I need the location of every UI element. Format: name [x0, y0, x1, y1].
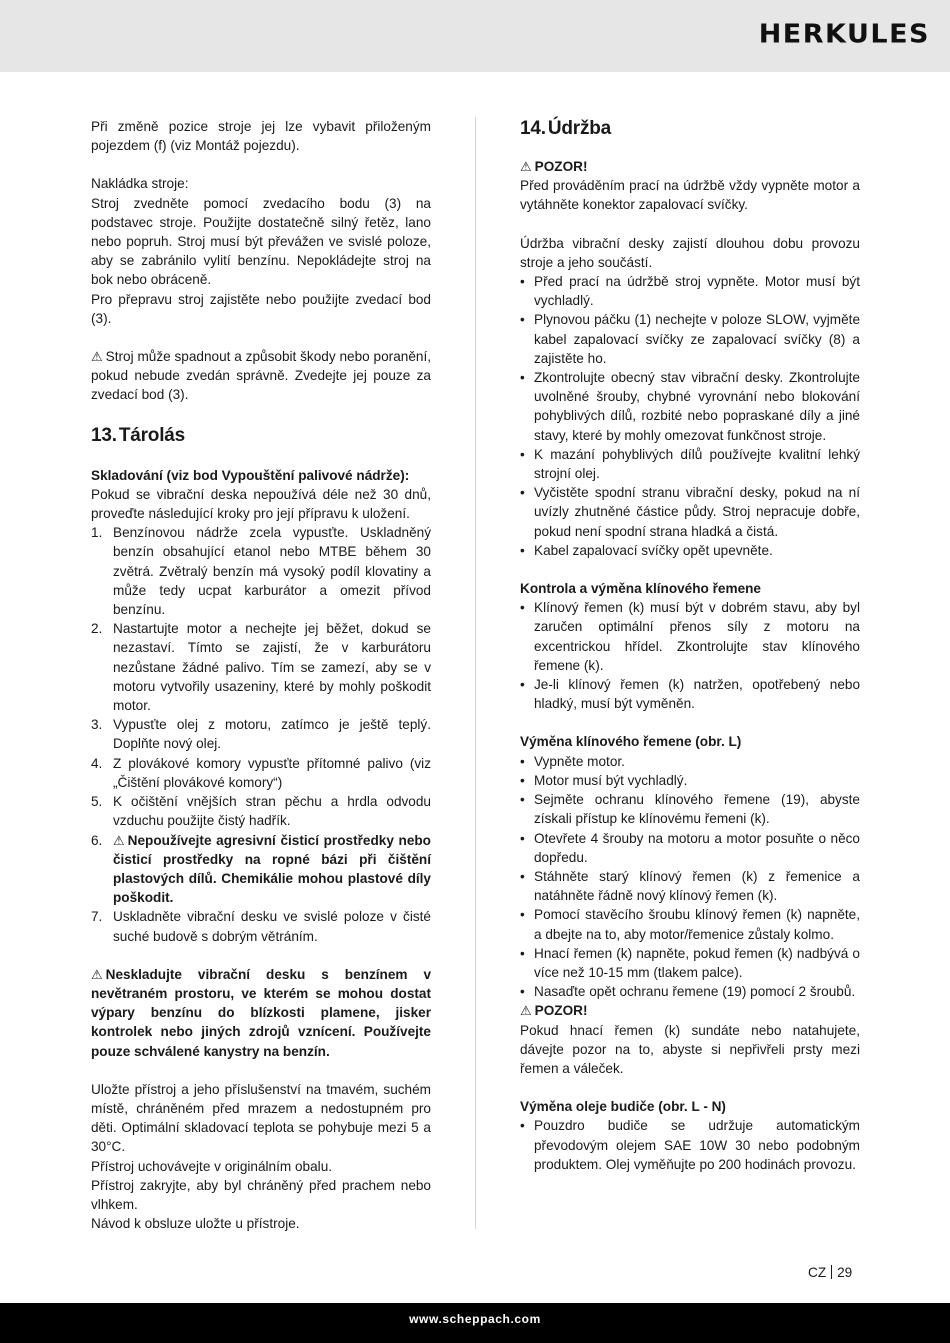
list-item: • Vypněte motor. [520, 752, 860, 771]
list-item: • Plynovou páčku (1) nechejte v poloze SLOW, vyjměte kabel zapalovací svíčky ze zapalovací svíčky (8) a zajistěte ho. [520, 310, 860, 368]
storage-heading: Skladování (viz bod Vypouštění palivové nádrže): [91, 467, 410, 483]
brand-logo: HERKULES [758, 19, 930, 50]
warning-paragraph: ⚠ Neskladujte vibrační desku s benzínem v nevětraném prostoru, ve kterém se mohou dostat výpary benzínu do blízkosti plamene, jisker kontrolek nebo jiných zdrojů vznícení. Používejte pouze schválené kanystry na benzín. [91, 966, 431, 1059]
storage-steps [91, 523, 431, 945]
warning-paragraph: ⚠ Stroj může spadnout a způsobit škody nebo poranění, pokud nebude zvedán správně. Zvedejte jej pouze za zvedací bod (3). [91, 349, 431, 403]
paragraph: Údržba vibrační desky zajistí dlouhou dobu provozu stroje a jeho součástí. [520, 235, 860, 270]
list-item: • Zkontrolujte obecný stav vibrační desky. Zkontrolujte uvolněné šrouby, chybné vyrovnání nebo blokování pohyblivých dílů, rozbité nebo popraskané díly a jiné stavy, které by mohly omezovat funkčnost stroje. [520, 368, 860, 445]
left-column [91, 117, 431, 1233]
list-item: • Pouzdro budiče se udržuje automatickým převodovým olejem SAE 10W 30 nebo podobným produktem. Olej vyměňujte po 200 hodinách provozu. [520, 1116, 860, 1174]
section-13-heading: 13. Tárolás [91, 424, 186, 446]
paragraph: Pokud hnací řemen (k) sundáte nebo natahujete, dávejte pozor na to, abyste si nepřivřeli prsty mezi řemen a váleček. [520, 1022, 860, 1076]
paragraph: Přístroj zakryjte, aby byl chráněný před prachem nebo vlhkem. [91, 1177, 431, 1212]
section-14-heading: 14. Údržba [520, 118, 612, 139]
paragraph: Stroj zvedněte pomocí zvedacího bodu (3) na podstavec stroje. Použijte dostatečně silný řetěz, lano nebo popruh. Stroj musí být převážen ve svislé poloze, aby se zabránilo vylití benzínu. Nepokládejte stroj na bok nebo obráceně. [91, 195, 431, 288]
belt-check-list [520, 598, 860, 713]
list-item: 6. ⚠ Nepoužívejte agresivní čisticí prostředky nebo čisticí prostředky na ropné bázi při čištění plastových dílů. Chemikálie mohou plastové díly poškodit. [91, 832, 431, 906]
warning-icon: ⚠ [520, 159, 532, 174]
list-item: • Otevřete 4 šrouby na motoru a motor posuňte o něco dopředu. [520, 829, 860, 867]
paragraph: Pokud se vibrační deska nepoužívá déle než 30 dnů, proveďte následující kroky pro její přípravu k uložení. [91, 486, 431, 522]
list-item: 5. K očištění vnějších stran pěchu a hrdla odvodu vzduchu použijte čistý hadřík. [91, 794, 431, 829]
caution-label: ⚠ POZOR! [520, 157, 860, 176]
list-item: • Kabel zapalovací svíčky opět upevněte. [520, 541, 860, 560]
paragraph: Při změně pozice stroje jej lze vybavit přiloženým pojezdem (f) (viz Montáž pojezdu). [91, 119, 431, 154]
list-item: • Pomocí stavěcího šroubu klínový řemen (k) napněte, a dbejte na to, aby motor/řemenice zůstaly kolmo. [520, 905, 860, 943]
footer-url: www.scheppach.com [409, 1312, 541, 1326]
maintenance-list [520, 272, 860, 560]
belt-replace-heading: Výměna klínového řemene (obr. L) [520, 734, 742, 750]
list-item: 1. Benzínovou nádrže zcela vypusťte. Uskladněný benzín obsahující etanol nebo MTBE během 30 zvětrá. Zvětralý benzín má vysoký podíl klovatiny a může tedy ucpat karburátor a omezit přívod benzínu. [91, 525, 431, 618]
list-item: • Motor musí být vychladlý. [520, 771, 860, 790]
caution-label: ⚠ POZOR! [520, 1001, 860, 1020]
list-item: • K mazání pohyblivých dílů používejte kvalitní lehký strojní olej. [520, 445, 860, 483]
paragraph: Pro přepravu stroj zajistěte nebo použijte zvedací bod (3). [91, 291, 431, 326]
list-item: • Hnací řemen (k) napněte, pokud řemen (k) nadbývá o více než 10-15 mm (tlakem palce). [520, 944, 860, 982]
belt-replace-list [520, 752, 860, 1002]
loading-label: Nakládka stroje: [91, 176, 189, 192]
list-item: • Stáhněte starý klínový řemen (k) z řemenice a natáhněte řádně nový klínový řemen (k). [520, 867, 860, 905]
warning-icon: ⚠ [91, 966, 103, 982]
list-item: • Nasaďte opět ochranu řemene (19) pomocí 2 šroubů. [520, 982, 860, 1001]
oil-change-list [520, 1116, 860, 1174]
paragraph: Přístroj uchovávejte v originálním obalu. [91, 1158, 333, 1174]
belt-check-heading: Kontrola a výměna klínového řemene [520, 581, 761, 597]
list-item: • Před prací na údržbě stroj vypněte. Motor musí být vychladlý. [520, 272, 860, 310]
page-number: CZ 29 [808, 1265, 853, 1280]
list-item: 3. Vypusťte olej z motoru, zatímco je ještě teplý. Doplňte nový olej. [91, 717, 431, 752]
warning-icon: ⚠ [520, 1003, 532, 1019]
warning-icon: ⚠ [91, 349, 103, 365]
paragraph: Před prováděním prací na údržbě vždy vypněte motor a vytáhněte konektor zapalovací svíčky. [520, 178, 860, 213]
oil-change-heading: Výměna oleje budiče (obr. L - N) [520, 1099, 726, 1115]
list-item: • Vyčistěte spodní stranu vibrační desky, pokud na ní uvízly zhutněné částice půdy. Stroj nepracuje dobře, pokud není spodní strana hladká a čistá. [520, 483, 860, 541]
list-item: • Je-li klínový řemen (k) natržen, opotřebený nebo hladký, musí být vyměněn. [520, 675, 860, 713]
column-divider [475, 117, 476, 1229]
paragraph: Uložte přístroj a jeho příslušenství na tmavém, suchém místě, chráněném před mrazem a nedostupném pro děti. Optimální skladovací teplota se pohybuje mezi 5 a 30°C. [91, 1081, 431, 1155]
paragraph: Návod k obsluze uložte u přístroje. [91, 1216, 300, 1232]
list-item: 4. Z plovákové komory vypusťte přítomné palivo (viz „Čištění plovákové komory“) [91, 755, 431, 790]
list-item: • Sejměte ochranu klínového řemene (19), abyste získali přístup ke klínovému řemeni (k). [520, 790, 860, 828]
warning-icon: ⚠ [113, 832, 125, 848]
list-item: 2. Nastartujte motor a nechejte jej běžet, dokud se nezastaví. Tímto se zajistí, že v karburátoru nezůstane žádné palivo. Tím se zamezí, aby se v motoru vytvořily usazeniny, které by mohly poškodit motor. [91, 621, 431, 714]
list-item: 7. Uskladněte vibrační desku ve svislé poloze v čisté suché budově s dobrým větráním. [91, 909, 431, 944]
list-item: • Klínový řemen (k) musí být v dobrém stavu, aby byl zaručen optimální přenos síly z motoru na excentrickou hřídel. Zkontrolujte stav klínového řemene (k). [520, 598, 860, 675]
right-column [520, 117, 860, 1174]
